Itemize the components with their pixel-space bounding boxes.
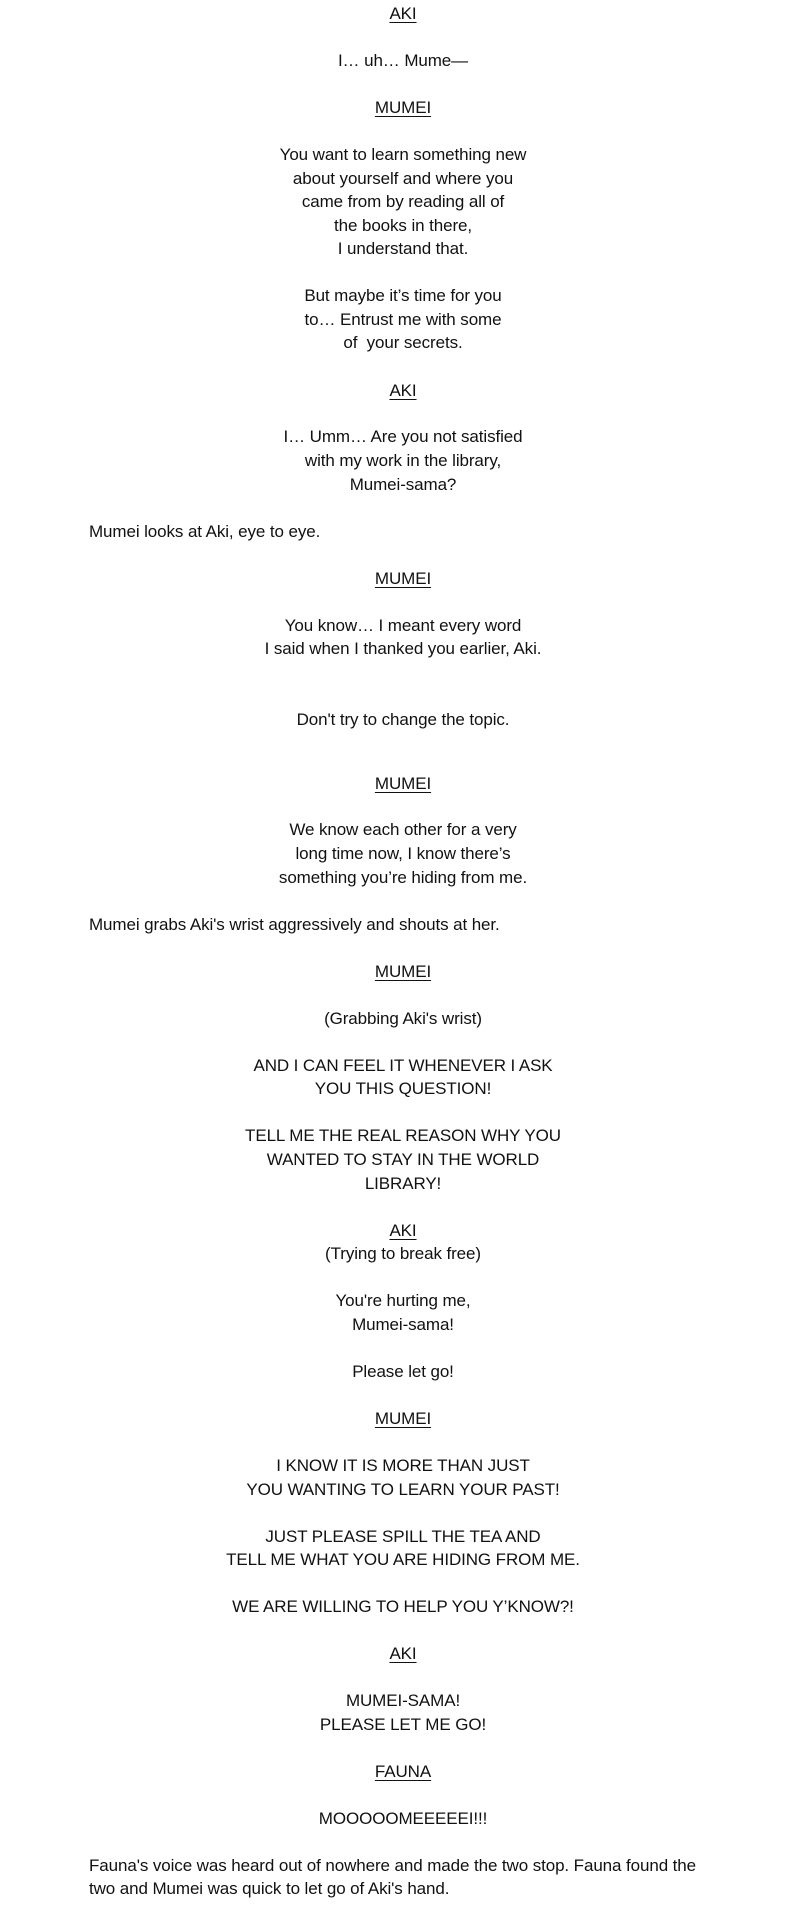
- character-name-mumei: MUMEI: [374, 1409, 432, 1428]
- character-name-mumei: MUMEI: [374, 962, 432, 981]
- dialogue-line: Mumei-sama?: [349, 475, 457, 494]
- dialogue-line: TELL ME WHAT YOU ARE HIDING FROM ME.: [226, 1550, 580, 1569]
- dialogue-line: You're hurting me,: [335, 1291, 471, 1310]
- dialogue-line: Don't try to change the topic.: [296, 710, 510, 729]
- dialogue-line: WANTED TO STAY IN THE WORLD: [266, 1150, 540, 1169]
- dialogue-line: I… Umm… Are you not satisfied: [283, 427, 523, 446]
- action-line: two and Mumei was quick to let go of Aki's hand.: [89, 1879, 450, 1898]
- character-name-mumei: MUMEI: [374, 774, 432, 793]
- dialogue-line: But maybe it’s time for you: [304, 286, 502, 305]
- character-name-aki: AKI: [389, 1221, 417, 1240]
- dialogue-line: YOU THIS QUESTION!: [314, 1079, 492, 1098]
- dialogue-line: We know each other for a very: [289, 820, 517, 839]
- dialogue-line: the books in there,: [334, 216, 472, 235]
- action-line: Mumei grabs Aki's wrist aggressively and shouts at her.: [89, 915, 500, 934]
- dialogue-line: YOU WANTING TO LEARN YOUR PAST!: [246, 1480, 560, 1499]
- dialogue-line: MOOOOOMEEEEEI!!!: [318, 1809, 488, 1828]
- dialogue-line: You want to learn something new: [279, 145, 527, 164]
- action-line: Fauna's voice was heard out of nowhere and made the two stop. Fauna found the: [89, 1856, 696, 1875]
- action-line: Mumei looks at Aki, eye to eye.: [89, 522, 321, 541]
- dialogue-line: PLEASE LET ME GO!: [319, 1715, 487, 1734]
- dialogue-line: You know… I meant every word: [284, 616, 522, 635]
- character-name-aki: AKI: [389, 1644, 417, 1663]
- dialogue-line: JUST PLEASE SPILL THE TEA AND: [265, 1527, 541, 1546]
- dialogue-line: of your secrets.: [343, 333, 463, 352]
- dialogue-line: LIBRARY!: [364, 1174, 442, 1193]
- character-name-fauna: FAUNA: [374, 1762, 432, 1781]
- dialogue-line: about yourself and where you: [292, 169, 514, 188]
- dialogue-line: to… Entrust me with some: [304, 310, 502, 329]
- dialogue-line: Mumei-sama!: [352, 1315, 454, 1334]
- dialogue-line: I KNOW IT IS MORE THAN JUST: [276, 1456, 530, 1475]
- dialogue-line: I understand that.: [337, 239, 469, 258]
- dialogue-line: WE ARE WILLING TO HELP YOU Y’KNOW?!: [232, 1597, 574, 1616]
- dialogue-line: Please let go!: [352, 1362, 454, 1381]
- dialogue-line: MUMEI-SAMA!: [345, 1691, 461, 1710]
- character-name-aki: AKI: [389, 381, 417, 400]
- dialogue-line: something you’re hiding from me.: [278, 868, 528, 887]
- parenthetical: (Grabbing Aki's wrist): [324, 1009, 482, 1028]
- dialogue-line: I… uh… Mume—: [337, 51, 469, 70]
- dialogue-line: I said when I thanked you earlier, Aki.: [264, 639, 542, 658]
- character-name-mumei: MUMEI: [374, 98, 432, 117]
- dialogue-line: TELL ME THE REAL REASON WHY YOU: [245, 1126, 561, 1145]
- character-name-mumei: MUMEI: [374, 569, 432, 588]
- parenthetical: (Trying to break free): [325, 1244, 481, 1263]
- dialogue-line: with my work in the library,: [304, 451, 502, 470]
- dialogue-line: AND I CAN FEEL IT WHENEVER I ASK: [253, 1056, 553, 1075]
- dialogue-line: long time now, I know there’s: [295, 844, 511, 863]
- character-name-aki: AKI: [389, 4, 417, 23]
- dialogue-line: came from by reading all of: [301, 192, 505, 211]
